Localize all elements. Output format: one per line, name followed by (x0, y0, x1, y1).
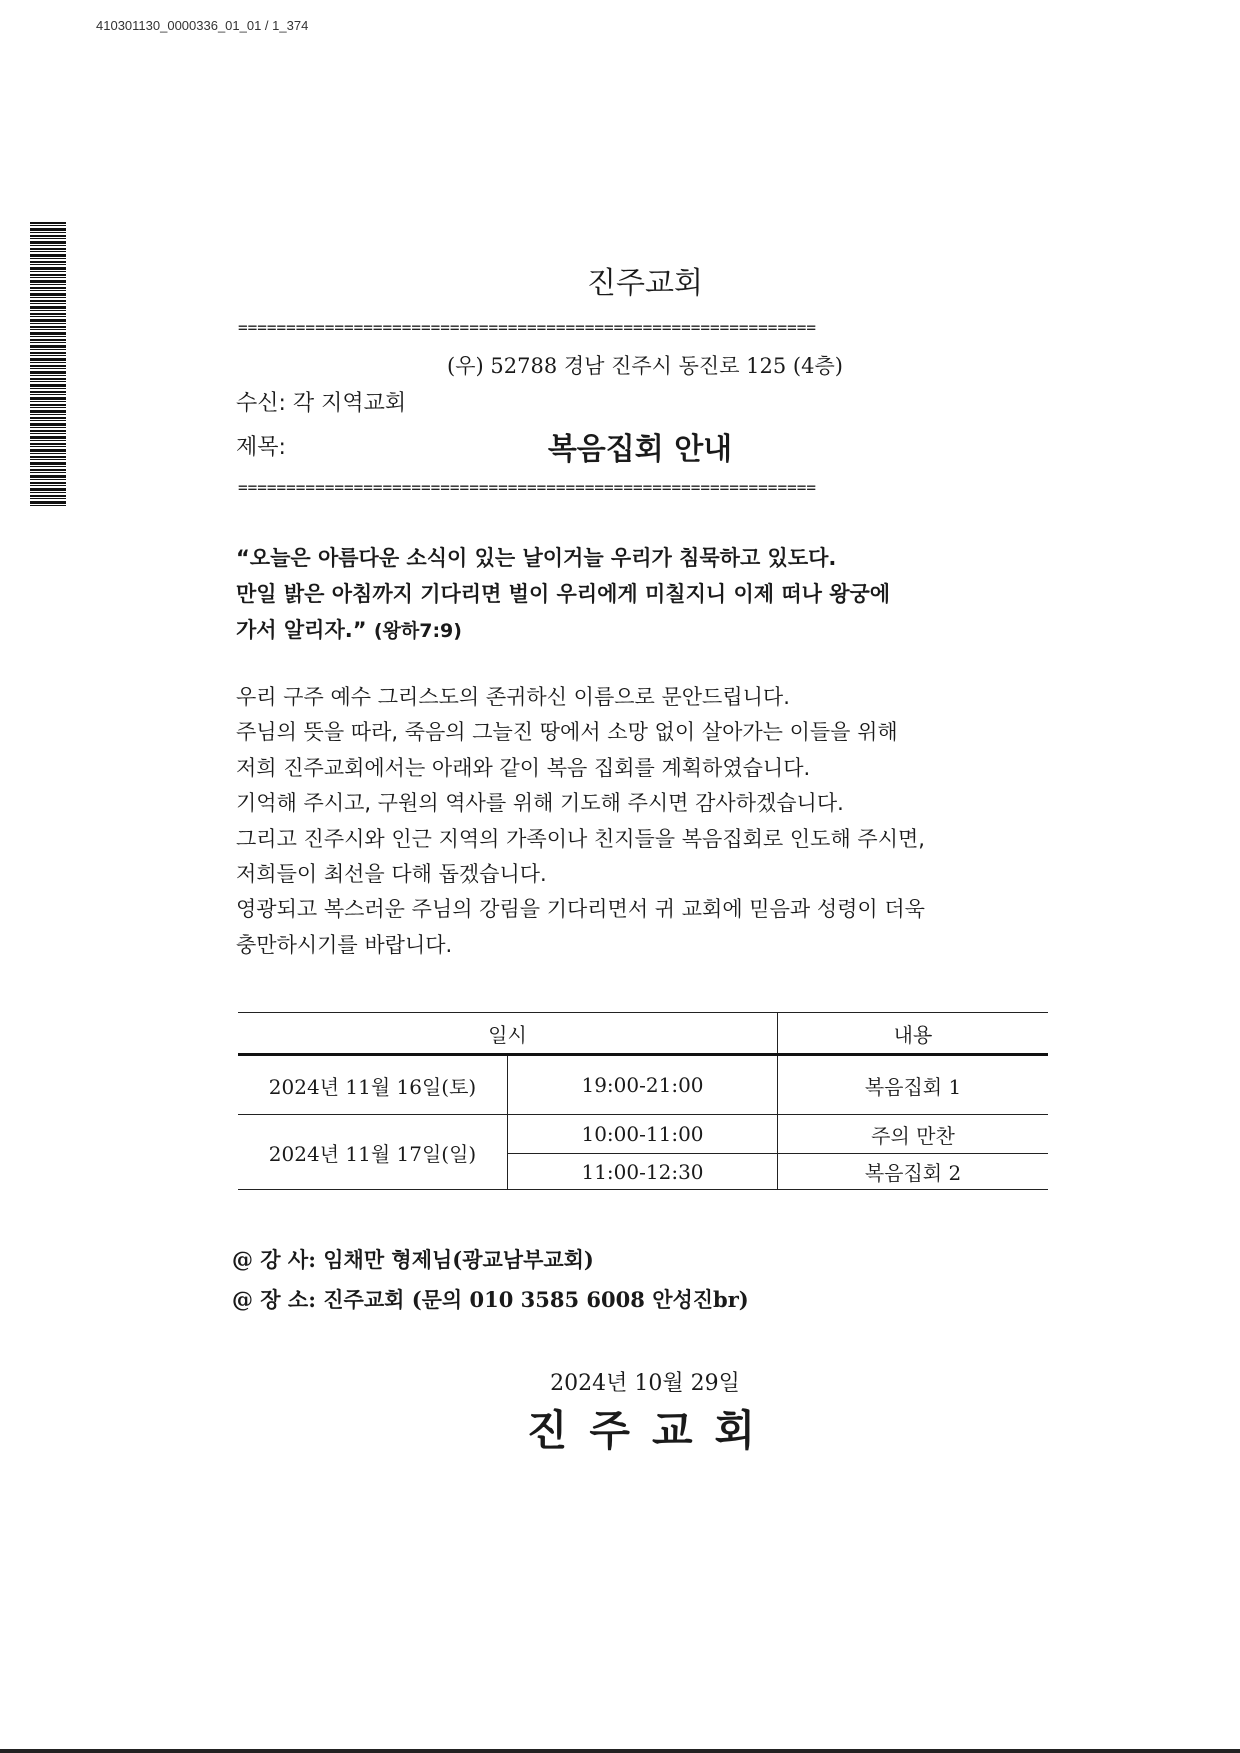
table-row (238, 1115, 1048, 1154)
page-title: 진주교회 (587, 266, 703, 301)
recipient: 수신: 각 지역교회 (236, 391, 407, 416)
cell-date: 2024년 11월 16일(토) (238, 1055, 508, 1115)
body-line: 우리 구주 예수 그리스도의 존귀하신 이름으로 문안드립니다. (236, 685, 790, 709)
cell-content: 복음집회 1 (778, 1055, 1049, 1115)
schedule-table (238, 1012, 1048, 1190)
verse-line: “오늘은 아름다운 소식이 있는 날이거늘 우리가 침묵하고 있도다. (236, 546, 837, 570)
divider-top: ============================================================ (238, 318, 816, 337)
body-line: 그리고 진주시와 인근 지역의 가족이나 친지들을 복음집회로 인도해 주시면, (236, 826, 925, 851)
verse-line: 만일 밝은 아침까지 기다리면 벌이 우리에게 미칠지니 이제 떠나 왕궁에 (236, 582, 891, 606)
body-line: 주님의 뜻을 따라, 죽음의 그늘진 땅에서 소망 없이 살아가는 이들을 위해 (236, 720, 898, 745)
document-id: 410301130_0000336_01_01 / 1_374 (96, 18, 309, 33)
body-line: 저희들이 최선을 다해 돕겠습니다. (236, 862, 547, 887)
venue-info: @ 장 소: 진주교회 (문의 010 3585 6008 안성진br) (232, 1287, 749, 1312)
verse-line: 가서 알리자.” (왕하7:9) (236, 618, 462, 642)
table-header-row (238, 1013, 1048, 1055)
speaker-info: @ 강 사: 임채만 형제님(광교남부교회) (232, 1247, 594, 1272)
table-row (238, 1055, 1048, 1115)
cell-date: 2024년 11월 17일(일) (238, 1115, 508, 1190)
cell-content: 주의 만찬 (778, 1115, 1049, 1154)
body-line: 저희 진주교회에서는 아래와 같이 복음 집회를 계획하였습니다. (236, 755, 811, 780)
subject: 복음집회 안내 (547, 432, 733, 467)
issue-date: 2024년 10월 29일 (550, 1371, 740, 1396)
body-line: 충만하시기를 바랍니다. (236, 932, 453, 957)
letter-body (236, 680, 1036, 963)
subject-label: 제목: (236, 435, 286, 460)
address: (우) 52788 경남 진주시 동진로 125 (4층) (447, 354, 843, 378)
cell-time: 19:00-21:00 (508, 1055, 778, 1115)
cell-content: 복음집회 2 (778, 1154, 1049, 1190)
bible-verse (236, 540, 996, 649)
body-line: 영광되고 복스러운 주님의 강림을 기다리면서 귀 교회에 믿음과 성령이 더욱 (236, 897, 925, 922)
church-signature: 진주교회 (526, 1406, 778, 1455)
body-line: 기억해 주시고, 구원의 역사를 위해 기도해 주시면 감사하겠습니다. (236, 791, 844, 816)
verse-reference: (왕하7:9) (373, 620, 462, 642)
header-datetime: 일시 (238, 1013, 778, 1055)
cell-time: 11:00-12:30 (508, 1154, 778, 1190)
scan-edge (0, 1749, 1240, 1753)
divider-bottom: ============================================================ (238, 478, 816, 497)
cell-time: 10:00-11:00 (508, 1115, 778, 1154)
header-content: 내용 (778, 1013, 1049, 1055)
